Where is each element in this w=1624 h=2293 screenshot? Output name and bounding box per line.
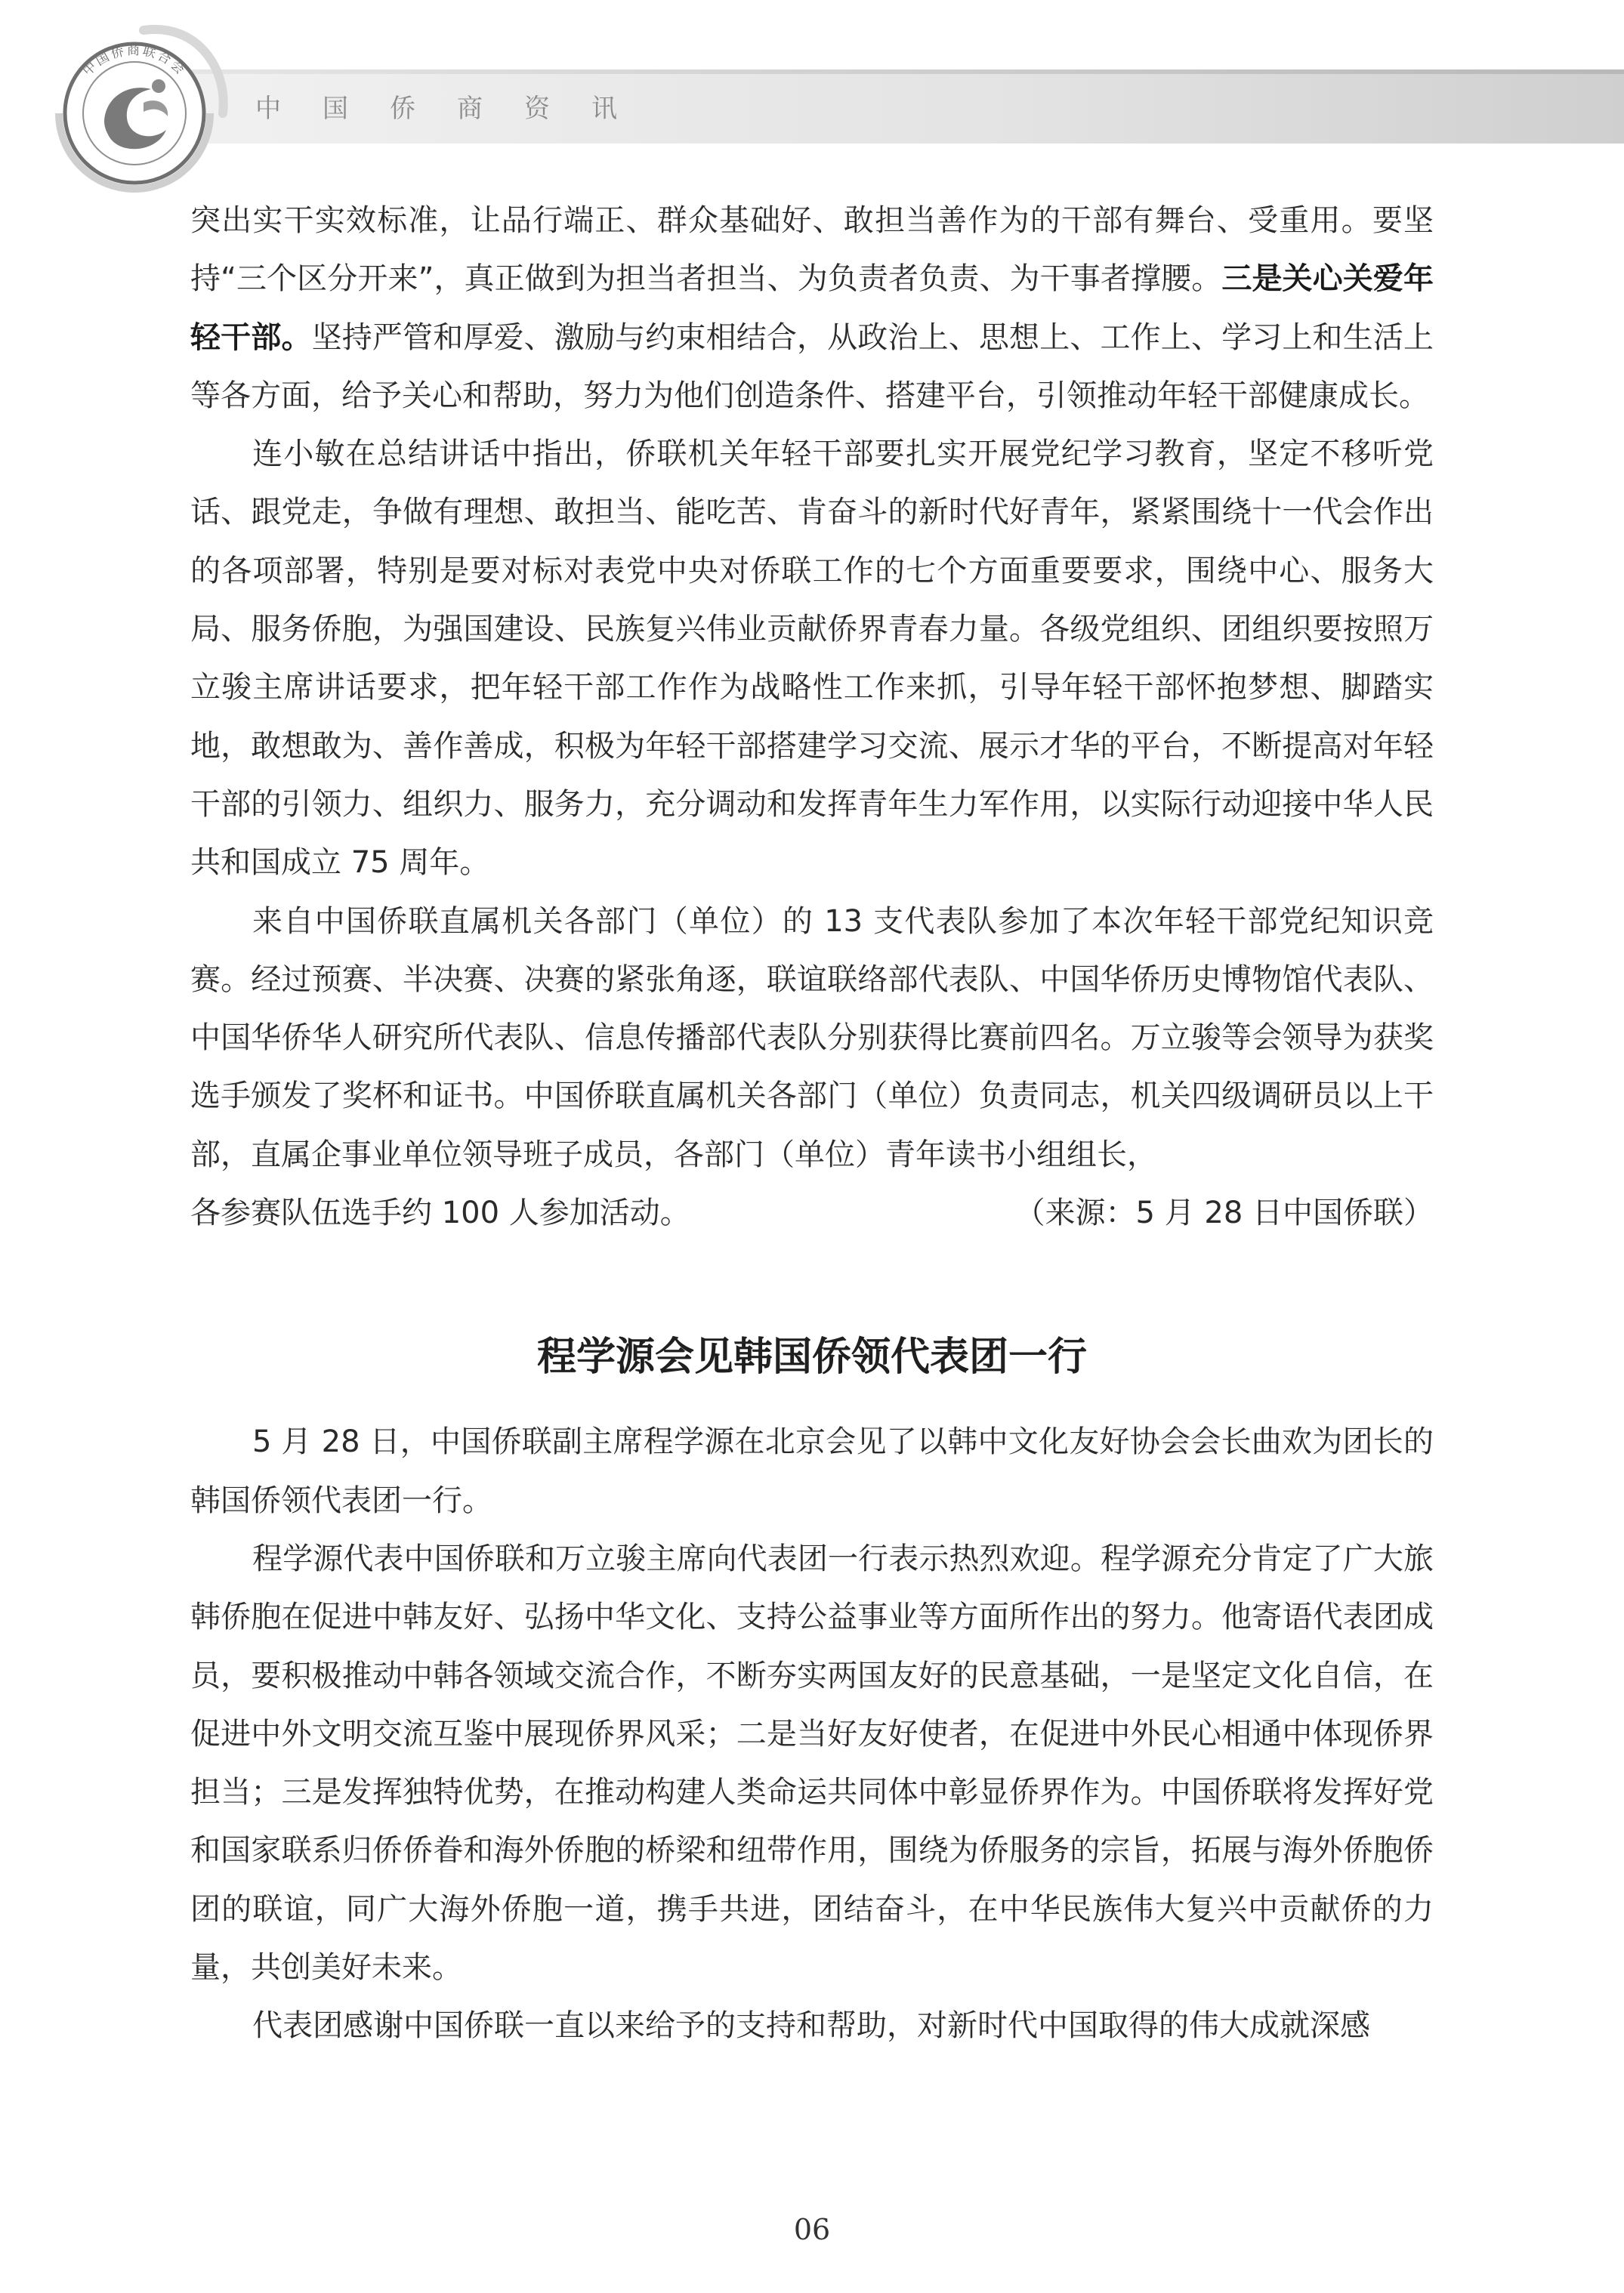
header-band-edge [113, 69, 1624, 74]
article1-paragraph-2: 连小敏在总结讲话中指出，侨联机关年轻干部要扎实开展党纪学习教育，坚定不移听党话、跟党走，争做有理想、敢担当、能吃苦、肯奋斗的新时代好青年，紧紧围绕十一代会作出的各项部署，特别是要对标对表党中央对侨联工作的七个方面重要要求，围绕中心、服务大局、服务侨胞，为强国建设、民族复兴伟业贡献侨界青春力量。各级党组织、团组织要按照万立骏主席讲话要求，把年轻干部工作作为战略性工作来抓，引导年轻干部怀抱梦想、脚踏实地，敢想敢为、善作善成，积极为年轻干部搭建学习交流、展示才华的平台，不断提高对年轻干部的引领力、组织力、服务力，充分调动和发挥青年生力军作用，以实际行动迎接中华人民共和国成立 75 周年。 [190, 437, 1434, 881]
logo-text: 中国侨商联合会 [80, 43, 189, 79]
article1-paragraph-1: 突出实干实效标准，让品行端正、群众基础好、敢担当善作为的干部有舞台、受重用。要坚持“三个区分开来”，真正做到为担当者担当、为负责者负责、为干事者撑腰。三是关心关爱年轻干部。坚持严管和厚爱、激励与约束相结合，从政治上、思想上、工作上、学习上和生活上等各方面，给予关心和帮助，努力为他们创造条件、搭建平台，引领推动年轻干部健康成长。 [190, 203, 1434, 413]
article2-paragraph-2: 程学源代表中国侨联和万立骏主席向代表团一行表示热烈欢迎。程学源充分肯定了广大旅韩侨胞在促进中韩友好、弘扬中华文化、支持公益事业等方面所作出的努力。他寄语代表团成员，要积极推动中韩各领域交流合作，不断夯实两国友好的民意基础，一是坚定文化自信，在促进中外文明交流互鉴中展现侨界风采；二是当好友好使者，在促进中外民心相通中体现侨界担当；三是发挥独特优势，在推动构建人类命运共同体中彰显侨界作为。中国侨联将发挥好党和国家联系归侨侨眷和海外侨胞的桥梁和纽带作用，围绕为侨服务的宗旨，拓展与海外侨胞侨团的联谊，同广大海外侨胞一道，携手共进，团结奋斗，在中华民族伟大复兴中贡献侨的力量，共创美好未来。 [190, 1541, 1434, 1986]
highlight-heading: 三是关心关爱年轻干部。 [190, 261, 1434, 355]
article2-paragraph-3: 代表团感谢中国侨联一直以来给予的支持和帮助，对新时代中国取得的伟大成就深感 [252, 2008, 1370, 2044]
header-title: 中国侨商资讯 [255, 94, 659, 124]
federation-logo [30, 8, 234, 211]
article1-paragraph-3-end: 各参赛队伍选手约 100 人参加活动。 [190, 1196, 690, 1231]
page-number: 06 [793, 2213, 831, 2246]
source-citation: （来源：5 月 28 日中国侨联） [1014, 1196, 1434, 1231]
page-content [190, 192, 1434, 2056]
article1-closing-line [190, 1184, 1434, 1242]
article1-paragraph-3: 来自中国侨联直属机关各部门（单位）的 13 支代表队参加了本次年轻干部党纪知识竞赛。经过预赛、半决赛、决赛的紧张角逐，联谊联络部代表队、中国华侨历史博物馆代表队、中国华侨华人研究所代表队、信息传播部代表队分别获得比赛前四名。万立骏等会领导为获奖选手颁发了奖杯和证书。中国侨联直属机关各部门（单位）负责同志，机关四级调研员以上干部，直属企事业单位领导班子成员，各部门（单位）青年读书小组组长， [190, 903, 1434, 1172]
article2-title: 程学源会见韩国侨领代表团一行 [536, 1335, 1087, 1381]
article2-paragraph-1: 5 月 28 日，中国侨联副主席程学源在北京会见了以韩中文化友好协会会长曲欢为团长的韩国侨领代表团一行。 [190, 1424, 1434, 1518]
